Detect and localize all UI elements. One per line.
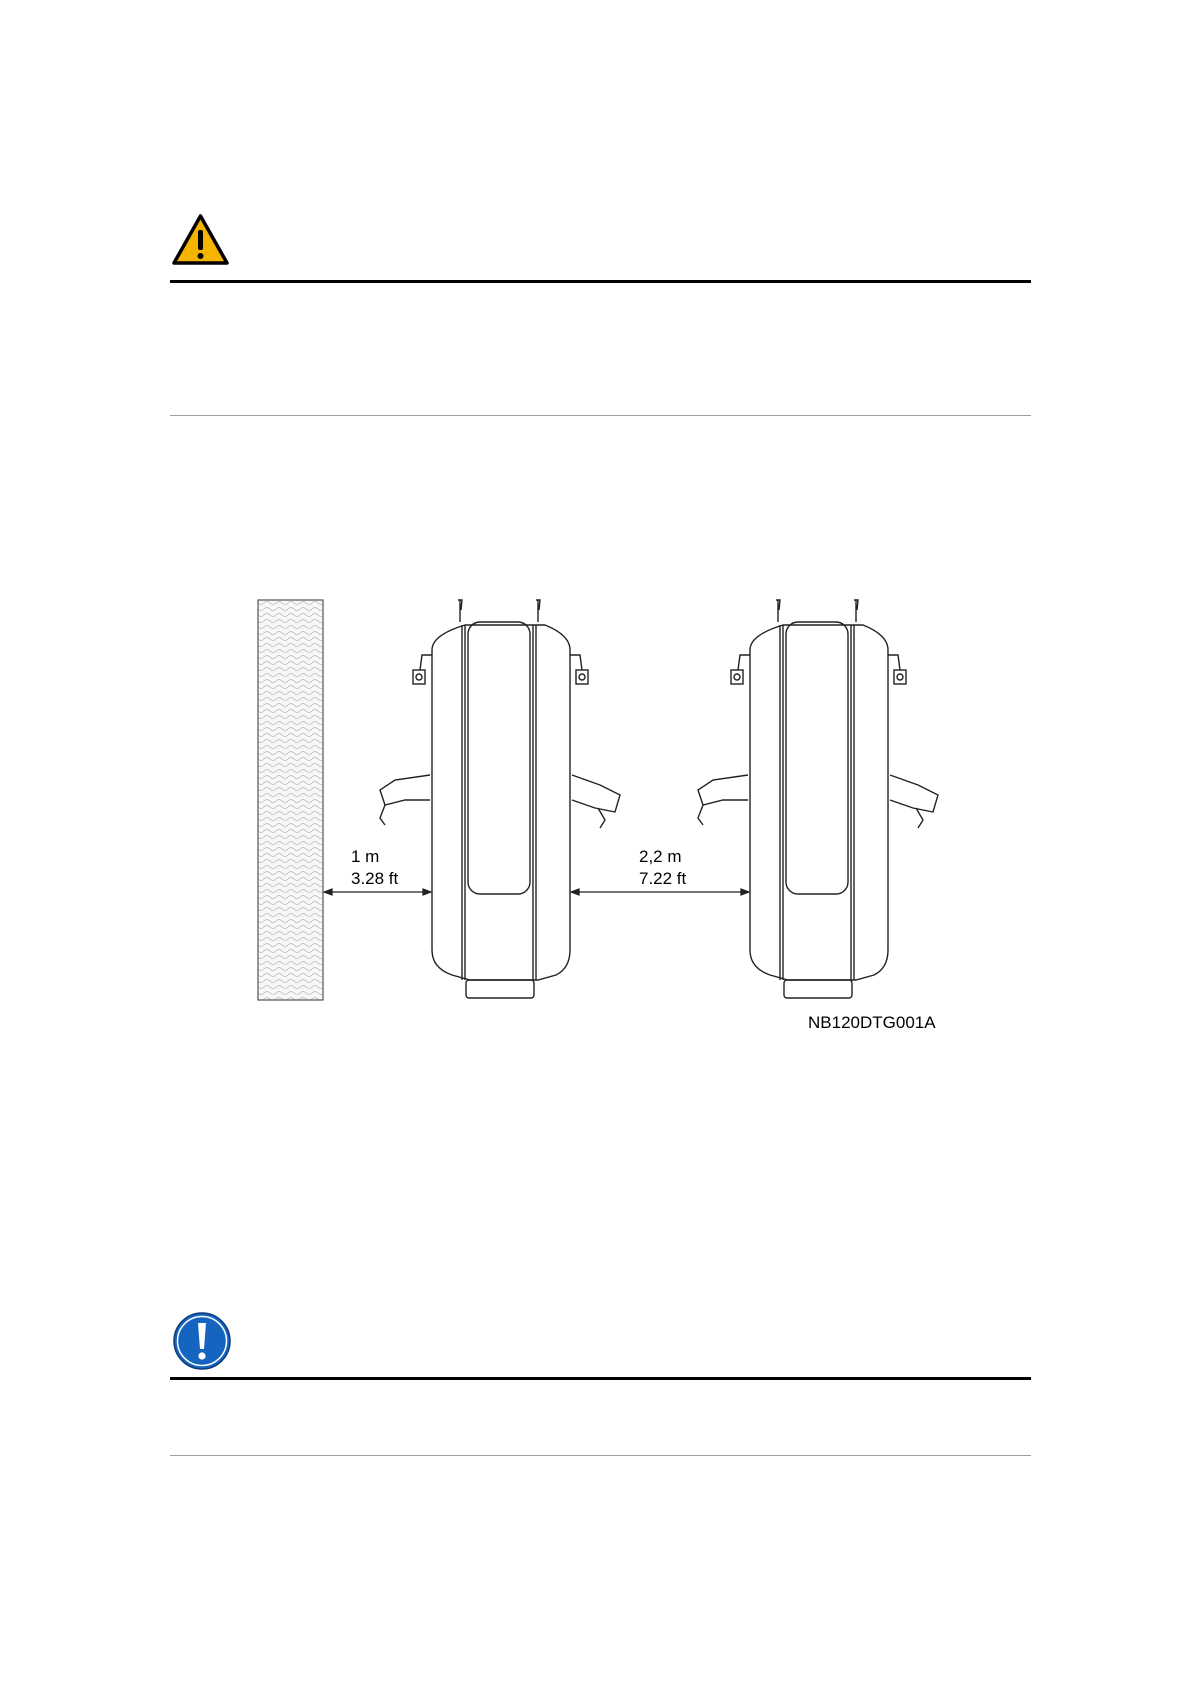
figure-id: NB120DTG001A (808, 1013, 936, 1032)
wall (258, 600, 323, 1000)
wall-clearance-imperial: 3.28 ft (351, 869, 399, 888)
notice-rule-bottom (170, 1455, 1031, 1456)
unit-spacing-imperial: 7.22 ft (639, 869, 687, 888)
charger-unit-right (698, 600, 938, 998)
unit-spacing-metric: 2,2 m (639, 847, 682, 866)
notice-rule-top (170, 1377, 1031, 1380)
charger-unit-left (380, 600, 620, 998)
wall-clearance-metric: 1 m (351, 847, 380, 866)
exclamation-circle-icon (172, 1311, 232, 1371)
